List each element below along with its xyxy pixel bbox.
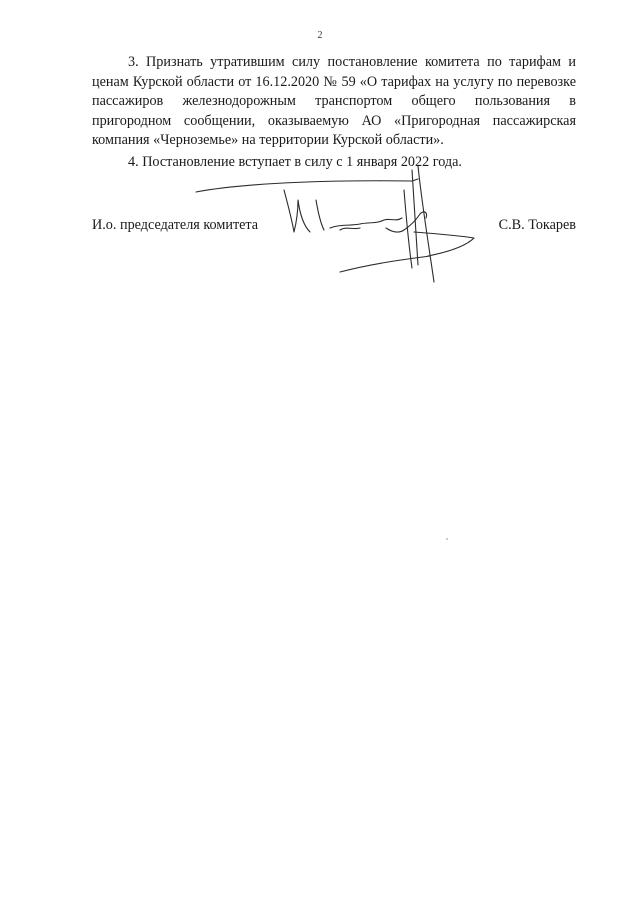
paragraph-3: 3. Признать утратившим силу постановление комитета по тарифам и ценам Курской области от 16.12.2020 № 59 «О тарифах на услугу по перевозке пассажиров железнодорожным транспортом общего пользования в пригородном сообщении, оказываемую АО «Пригородная пассажирская компания «Черноземье» на территории Курской области». bbox=[92, 54, 576, 148]
document-body bbox=[92, 53, 576, 172]
page-number: 2 bbox=[317, 30, 323, 41]
signatory-name: С.В. Токарев bbox=[498, 217, 576, 233]
paragraph-4: 4. Постановление вступает в силу с 1 января 2022 года. bbox=[128, 153, 462, 170]
scan-speck bbox=[446, 538, 448, 540]
signatory-position: И.о. председателя комитета bbox=[92, 217, 259, 233]
